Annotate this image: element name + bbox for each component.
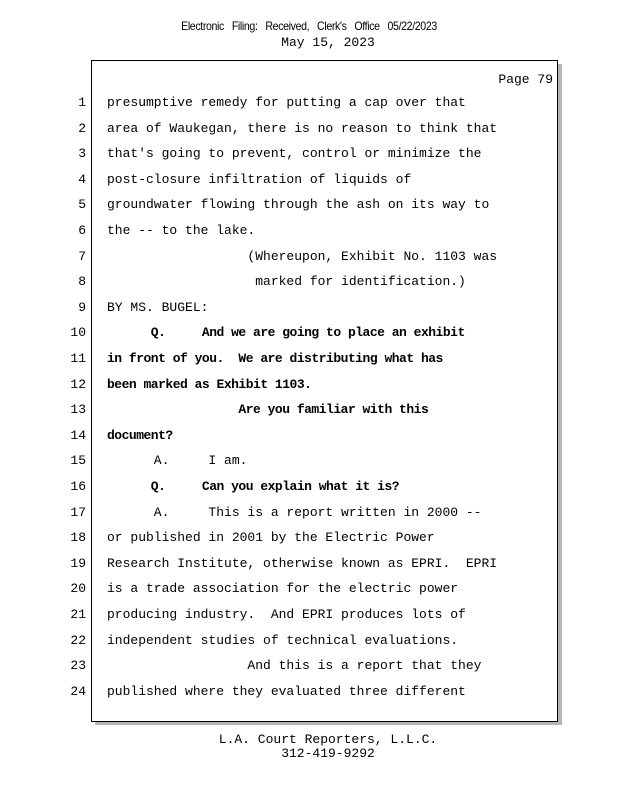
line-number: 2 <box>78 120 86 136</box>
transcript-line <box>0 423 560 449</box>
line-text: area of Waukegan, there is no reason to think that <box>107 120 498 136</box>
transcript-line <box>0 474 560 500</box>
transcript-date: May 15, 2023 <box>281 35 375 50</box>
transcript-line <box>0 576 560 602</box>
transcript-line <box>0 320 560 346</box>
line-text: Research Institute, otherwise known as EPRI. EPRI <box>107 555 498 571</box>
line-text: (Whereupon, Exhibit No. 1103 was <box>107 248 498 264</box>
line-text: or published in 2001 by the Electric Power <box>107 530 435 546</box>
line-number: 13 <box>70 402 86 418</box>
line-number: 17 <box>70 504 86 520</box>
line-text: independent studies of technical evaluations. <box>107 632 459 648</box>
line-text: in front of you. We are distributing what has <box>107 351 443 366</box>
transcript-line <box>0 192 560 218</box>
transcript-line <box>0 653 560 679</box>
line-text: producing industry. And EPRI produces lots of <box>107 607 466 622</box>
line-text: is a trade association for the electric power <box>107 581 459 597</box>
line-text: post-closure infiltration of liquids of <box>107 171 412 187</box>
line-number: 16 <box>70 479 86 494</box>
line-number: 20 <box>70 581 86 597</box>
line-number: 11 <box>70 351 86 366</box>
line-text: Q. Can you explain what it is? <box>107 479 400 494</box>
line-number: 1 <box>78 95 86 110</box>
transcript-line <box>0 269 560 295</box>
filing-stamp: Electronic Filing: Received, Clerk's Office 05/22/2023 <box>181 19 437 33</box>
line-number: 10 <box>70 325 86 341</box>
page-number: Page 79 <box>498 72 553 87</box>
line-number: 4 <box>78 171 86 187</box>
line-number: 19 <box>70 555 86 571</box>
transcript-line <box>0 500 560 526</box>
line-number: 21 <box>70 607 86 622</box>
transcript-line <box>0 244 560 270</box>
line-text: published where they evaluated three different <box>107 683 466 699</box>
line-number: 15 <box>70 453 86 469</box>
line-text: the -- to the lake. <box>107 223 256 238</box>
transcript-line <box>0 346 560 372</box>
line-number: 3 <box>78 146 86 162</box>
line-number: 24 <box>70 683 86 699</box>
line-text: that's going to prevent, control or minimize the <box>107 146 482 162</box>
line-text: marked for identification.) <box>107 274 466 290</box>
line-number: 6 <box>78 223 86 238</box>
transcript-line <box>0 628 560 654</box>
line-text: A. This is a report written in 2000 -- <box>107 504 482 520</box>
line-text: groundwater flowing through the ash on its way to <box>107 197 490 213</box>
transcript-line <box>0 397 560 423</box>
transcript-line <box>0 372 560 398</box>
line-number: 12 <box>70 376 86 392</box>
line-text: A. I am. <box>107 453 248 469</box>
line-number: 23 <box>70 658 86 674</box>
line-number: 22 <box>70 632 86 648</box>
transcript-line <box>0 90 560 116</box>
footer-phone: 312-419-9292 <box>281 746 375 761</box>
line-number: 14 <box>70 427 86 443</box>
line-text: presumptive remedy for putting a cap over that <box>107 95 466 110</box>
transcript-line <box>0 525 560 551</box>
transcript-line <box>0 295 560 321</box>
line-text: document? <box>107 427 173 443</box>
line-text: Are you familiar with this <box>107 402 429 418</box>
line-number: 7 <box>78 248 86 264</box>
footer-company: L.A. Court Reporters, L.L.C. <box>218 732 438 747</box>
transcript-line <box>0 551 560 577</box>
line-number: 8 <box>78 274 86 290</box>
transcript-line <box>0 448 560 474</box>
line-text: And this is a report that they <box>107 658 482 674</box>
transcript-line <box>0 679 560 705</box>
transcript-line <box>0 218 560 244</box>
transcript-line <box>0 116 560 142</box>
transcript-line <box>0 141 560 167</box>
line-number: 9 <box>78 299 86 315</box>
line-text: Q. And we are going to place an exhibit <box>107 325 465 341</box>
line-text: BY MS. BUGEL: <box>107 299 209 315</box>
transcript-line <box>0 167 560 193</box>
line-text: been marked as Exhibit 1103. <box>107 376 312 392</box>
line-number: 18 <box>70 530 86 546</box>
line-number: 5 <box>78 197 86 213</box>
transcript-line <box>0 602 560 628</box>
